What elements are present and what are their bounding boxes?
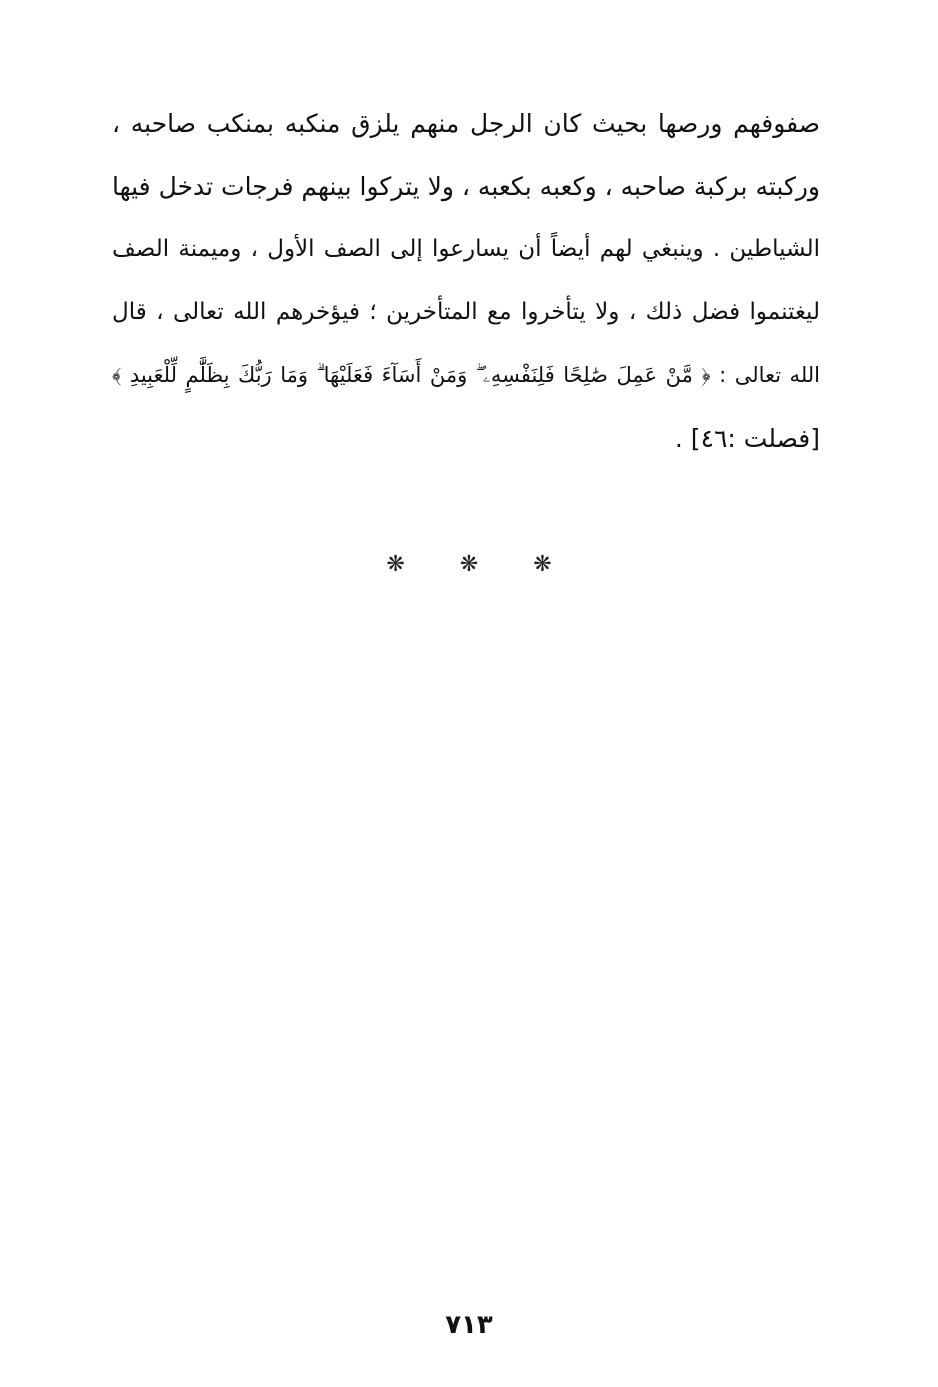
- section-separator: [0, 552, 938, 577]
- text-line: الشياطين . وينبغي لهم أيضاً أن يسارعوا إلى الصف الأول ، وميمنة الصف: [112, 236, 820, 262]
- text-line: صفوفهم ورصها بحيث كان الرجل منهم يلزق منكبه بمنكب صاحبه ،: [112, 109, 820, 138]
- text-line: وركبته بركبة صاحبه ، وكعبه بكعبه ، ولا يتركوا بينهم فرجات تدخل فيها: [112, 172, 820, 201]
- body-text: [112, 92, 820, 470]
- text-line: ليغتنموا فضل ذلك ، ولا يتأخروا مع المتأخرين ؛ فيؤخرهم الله تعالى ، قال: [112, 299, 820, 325]
- asterism-icon: ❋: [533, 552, 552, 577]
- asterism-icon: ❋: [459, 552, 479, 577]
- page-number: ٧١٣: [445, 1310, 493, 1340]
- verse-reference: [فصلت :٤٦] .: [674, 424, 820, 453]
- asterism-icon: ❋: [386, 552, 405, 577]
- quran-verse-line: الله تعالى : ﴿ مَّنْ عَمِلَ صَٰلِحًا فَلِنَفْسِهِۦ ۖ وَمَنْ أَسَآءَ فَعَلَيْهَا ۗ وَمَا رَبُّكَ بِظَلَّٰمٍ لِّلْعَبِيدِ ﴾: [112, 363, 820, 387]
